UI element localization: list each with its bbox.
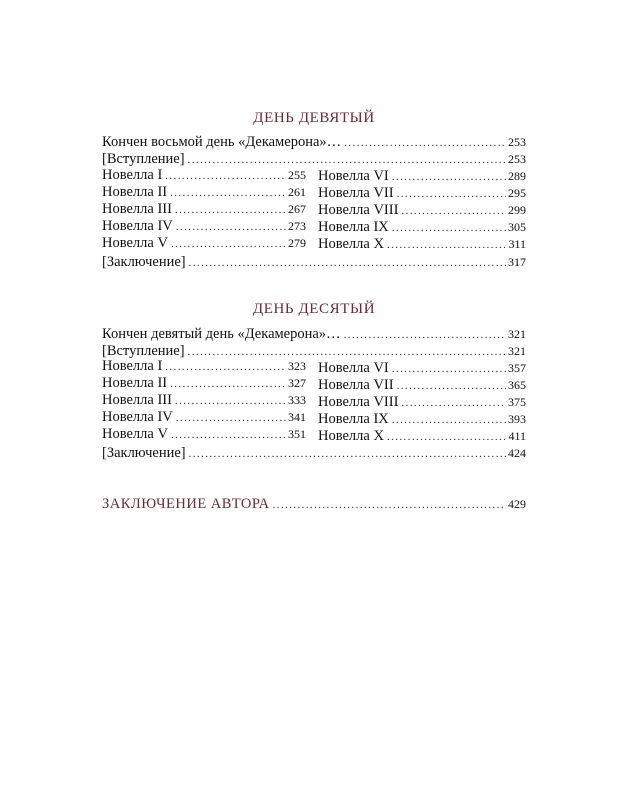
entry-page-number: 273 bbox=[288, 219, 306, 233]
dot-leader bbox=[189, 254, 506, 272]
entry-page-number: 365 bbox=[508, 378, 526, 392]
dot-leader bbox=[273, 496, 506, 514]
toc-entry-author-conclusion[interactable] bbox=[102, 495, 526, 514]
entry-page-number: 424 bbox=[508, 446, 526, 460]
entry-label: Новелла VIII bbox=[318, 202, 399, 218]
entry-page-number: 341 bbox=[288, 410, 306, 424]
entry-page-number: 253 bbox=[508, 135, 526, 149]
dot-leader bbox=[171, 426, 286, 444]
entry-page-number: 305 bbox=[508, 220, 526, 234]
entry-label: [Заключение] bbox=[102, 445, 186, 461]
entry-page-number: 295 bbox=[508, 186, 526, 200]
entry-label: Кончен восьмой день «Декамерона»… bbox=[102, 134, 342, 150]
toc-entry-day10-novella[interactable] bbox=[102, 425, 306, 444]
entry-label: [Вступление] bbox=[102, 151, 185, 167]
entry-label: Новелла IX bbox=[318, 411, 389, 427]
entry-page-number: 327 bbox=[288, 376, 306, 390]
toc-entry-day9-closing[interactable] bbox=[102, 253, 526, 272]
entry-page-number: 375 bbox=[508, 395, 526, 409]
entry-label: Новелла VII bbox=[318, 377, 394, 393]
toc-entry-day9-novella[interactable] bbox=[102, 234, 306, 253]
day9-heading: ДЕНЬ ДЕВЯТЫЙ bbox=[253, 110, 375, 126]
entry-page-number: 351 bbox=[288, 427, 306, 441]
entry-page-number: 393 bbox=[508, 412, 526, 426]
day10-heading: ДЕНЬ ДЕСЯТЫЙ bbox=[252, 301, 376, 317]
entry-label: Новелла II bbox=[102, 375, 168, 391]
entry-label: Кончен девятый день «Декамерона»… bbox=[102, 326, 341, 342]
entry-label: Новелла I bbox=[102, 358, 163, 374]
entry-page-number: 279 bbox=[288, 236, 306, 250]
entry-label: Новелла I bbox=[102, 167, 163, 183]
entry-page-number: 317 bbox=[508, 255, 526, 269]
entry-label: Новелла VIII bbox=[318, 394, 399, 410]
entry-label: Новелла V bbox=[102, 235, 168, 251]
entry-page-number: 311 bbox=[508, 237, 526, 251]
dot-leader bbox=[171, 235, 286, 253]
entry-label: Новелла V bbox=[102, 426, 168, 442]
entry-page-number: 289 bbox=[508, 169, 526, 183]
entry-page-number: 261 bbox=[288, 185, 306, 199]
entry-page-number: 321 bbox=[508, 344, 526, 358]
entry-page-number: 267 bbox=[288, 202, 306, 216]
entry-label: Новелла II bbox=[102, 184, 168, 200]
dot-leader bbox=[387, 236, 507, 254]
entry-page-number: 253 bbox=[508, 152, 526, 166]
entry-label: Новелла IX bbox=[318, 219, 389, 235]
entry-label: Новелла VI bbox=[318, 360, 389, 376]
entry-label: Новелла VI bbox=[318, 168, 389, 184]
entry-page-number: 357 bbox=[508, 361, 526, 375]
entry-page-number: 411 bbox=[508, 429, 526, 443]
entry-page-number: 255 bbox=[288, 168, 306, 182]
entry-page-number: 429 bbox=[508, 497, 526, 511]
entry-page-number: 323 bbox=[288, 359, 306, 373]
entry-label: [Вступление] bbox=[102, 343, 185, 359]
toc-entry-day9-novella[interactable] bbox=[318, 235, 526, 254]
entry-label: [Заключение] bbox=[102, 254, 186, 270]
dot-leader bbox=[189, 445, 506, 463]
entry-label: ЗАКЛЮЧЕНИЕ АВТОРА bbox=[102, 496, 270, 512]
entry-page-number: 321 bbox=[508, 327, 526, 341]
entry-label: Новелла III bbox=[102, 201, 172, 217]
entry-label: Новелла X bbox=[318, 428, 384, 444]
entry-label: Новелла IV bbox=[102, 409, 173, 425]
toc-entry-day10-closing[interactable] bbox=[102, 444, 526, 463]
entry-page-number: 299 bbox=[508, 203, 526, 217]
entry-label: Новелла III bbox=[102, 392, 172, 408]
entry-label: Новелла IV bbox=[102, 218, 173, 234]
entry-label: Новелла X bbox=[318, 236, 384, 252]
entry-label: Новелла VII bbox=[318, 185, 394, 201]
entry-page-number: 333 bbox=[288, 393, 306, 407]
